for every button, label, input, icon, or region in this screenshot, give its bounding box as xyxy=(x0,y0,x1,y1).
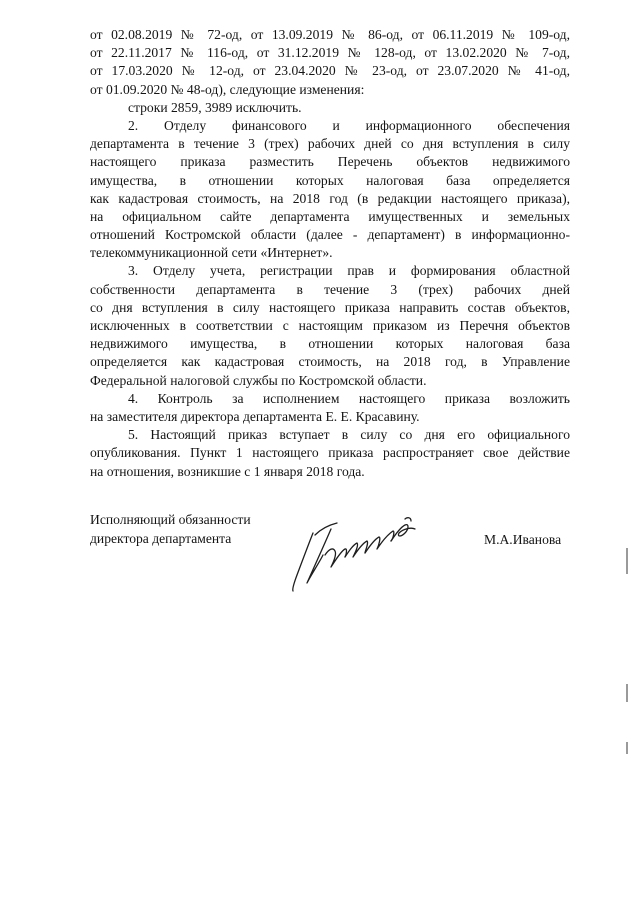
text-line: от 17.03.2020 № 12-од, от 23.04.2020 № 23-од, от 23.07.2020 № 41-од, xyxy=(90,63,570,79)
text-line: от 01.09.2020 № 48-од), следующие изменения: xyxy=(90,81,365,97)
text-line: от 22.11.2017 № 116-од, от 31.12.2019 № 128-од, от 13.02.2020 № 7-од, xyxy=(90,45,570,61)
text-line: недвижимого имущества, в отношении которых налоговая база xyxy=(90,336,570,352)
text-line: на отношения, возникшие с 1 января 2018 года. xyxy=(90,463,365,479)
text-line: отношений Костромской области (далее - департамент) в информационно- xyxy=(90,227,570,243)
text-line: от 02.08.2019 № 72-од, от 13.09.2019 № 86-од, от 06.11.2019 № 109-од, xyxy=(90,27,570,42)
scan-margin-mark xyxy=(626,548,628,574)
signatory-position-line-2: директора департамента xyxy=(90,531,232,546)
text-line: на заместителя директора департамента Е. Е. Красавину. xyxy=(90,408,420,424)
text-line: строки 2859, 3989 исключить. xyxy=(128,99,302,115)
signatory-position xyxy=(90,510,251,548)
paragraph-5-first-line: 5. Настоящий приказ вступает в силу со дня его официального xyxy=(128,427,570,443)
text-line: со дня вступления в силу настоящего приказа направить состав объектов, xyxy=(90,299,570,315)
handwritten-signature xyxy=(285,505,435,600)
text-line: имущества, в отношении которых налоговая база определяется xyxy=(90,172,570,188)
text-line: как кадастровая стоимость, на 2018 год (в редакции настоящего приказа), xyxy=(90,190,570,206)
signatory-name: М.А.Иванова xyxy=(484,532,562,547)
text-line: определяется как кадастровая стоимость, на 2018 год, в Управление xyxy=(90,354,570,370)
text-line: исключенных в соответствии с настоящим приказом из Перечня объектов xyxy=(90,318,570,333)
text-line: настоящего приказа разместить Перечень объектов недвижимого xyxy=(90,154,570,170)
scan-margin-mark xyxy=(626,684,628,702)
document-body xyxy=(90,26,570,481)
text-line: на официальном сайте департамента имущественных и земельных xyxy=(90,208,570,224)
text-line: Федеральной налоговой службы по Костромской области. xyxy=(90,372,427,388)
text-line: департамента в течение 3 (трех) рабочих дней со дня вступления в силу xyxy=(90,136,570,152)
text-line: телекоммуникационной сети «Интернет». xyxy=(90,245,333,261)
signatory-position-line-1: Исполняющий обязанности xyxy=(90,512,251,527)
paragraph-2-first-line: 2. Отделу финансового и информационного обеспечения xyxy=(128,117,570,133)
paragraph-4-first-line: 4. Контроль за исполнением настоящего приказа возложить xyxy=(128,390,570,406)
text-line: опубликования. Пункт 1 настоящего приказа распространяет свое действие xyxy=(90,445,570,461)
text-line: собственности департамента в течение 3 (трех) рабочих дней xyxy=(90,281,570,297)
paragraph-3-first-line: 3. Отделу учета, регистрации прав и формирования областной xyxy=(128,263,570,279)
scan-margin-mark xyxy=(626,742,628,754)
